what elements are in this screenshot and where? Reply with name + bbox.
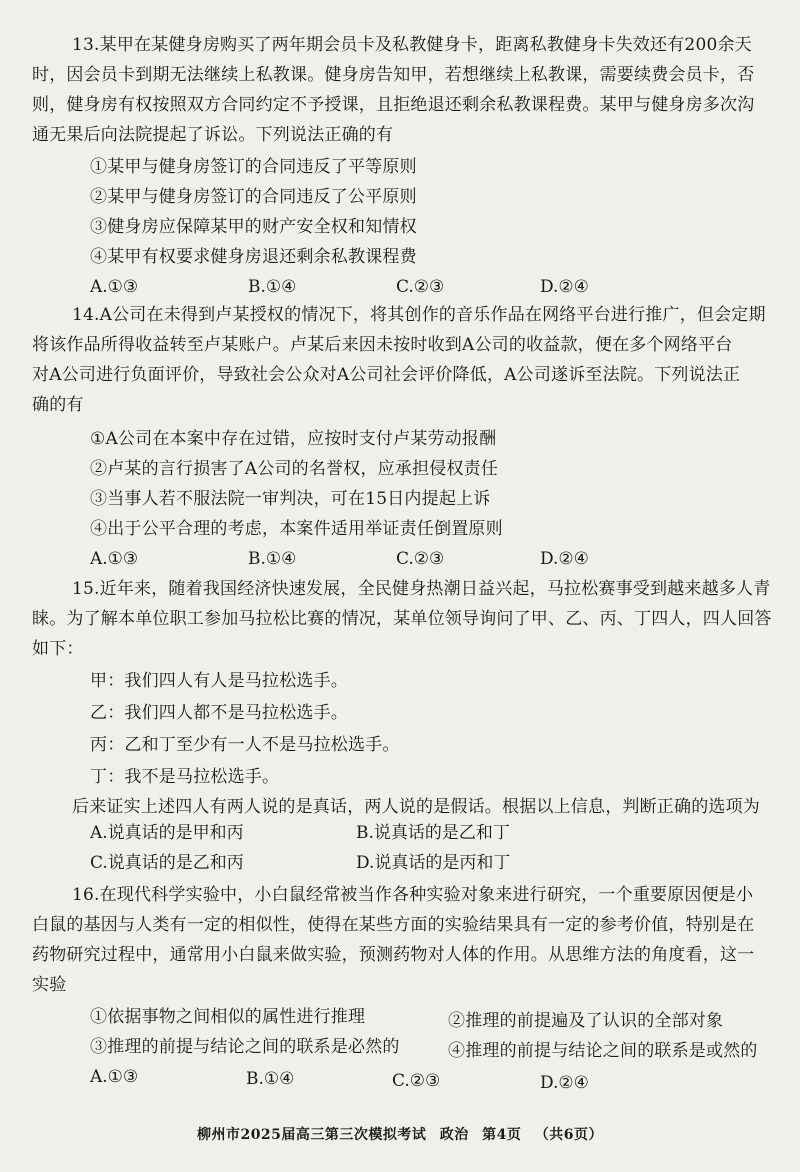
- q16-stem-line: 实验: [32, 975, 67, 995]
- q16-option: ④推理的前提与结论之间的联系是或然的: [448, 1041, 758, 1061]
- page-footer: [0, 1124, 800, 1144]
- footer-page-number: 第4页: [482, 1127, 522, 1143]
- footer-page-total: （共6页）: [534, 1127, 604, 1143]
- q16-stem-line: 白鼠的基因与人类有一定的相似性，使得在某些方面的实验结果具有一定的参考价值，特别是在: [32, 915, 755, 935]
- q14-option: ②卢某的言行损害了A公司的名誉权，应承担侵权责任: [90, 459, 499, 479]
- q15-conclusion: 后来证实上述四人有两人说的是真话，两人说的是假话。根据以上信息，判断正确的选项为: [72, 797, 760, 817]
- q14-stem-line: 对A公司进行负面评价，导致社会公众对A公司社会评价降低，A公司遂诉至法院。下列说法正: [32, 365, 741, 385]
- q14-option: ①A公司在本案中存在过错，应按时支付卢某劳动报酬: [90, 429, 497, 449]
- q14-stem-line: 14.A公司在未得到卢某授权的情况下，将其创作的音乐作品在网络平台进行推广，但会定期: [72, 305, 766, 325]
- q13-stem-line: 时，因会员卡到期无法继续上私教课。健身房告知甲，若想继续上私教课，需要续费会员卡，否: [32, 65, 755, 85]
- q14-choice-b: B.①④: [248, 549, 297, 569]
- q15-statement: 乙：我们四人都不是马拉松选手。: [90, 703, 348, 723]
- q16-choice-c: C.②③: [392, 1071, 441, 1091]
- q13-choice-b: B.①④: [248, 277, 297, 297]
- q14-option: ④出于公平合理的考虑，本案件适用举证责任倒置原则: [90, 519, 503, 539]
- q13-option: ①某甲与健身房签订的合同违反了平等原则: [90, 157, 417, 177]
- q13-choice-a: A.①③: [90, 277, 139, 297]
- q15-choice-c: C.说真话的是乙和丙: [90, 853, 244, 873]
- q14-choice-a: A.①③: [90, 549, 139, 569]
- footer-subject: 政治: [439, 1127, 469, 1143]
- q16-stem-line: 16.在现代科学实验中，小白鼠经常被当作各种实验对象来进行研究，一个重要原因便是小: [72, 885, 754, 905]
- q14-stem-line: 确的有: [32, 395, 84, 415]
- q14-choice-d: D.②④: [540, 549, 589, 569]
- footer-exam-title: 柳州市2025届高三第三次模拟考试: [196, 1127, 427, 1143]
- q16-choice-b: B.①④: [246, 1069, 295, 1089]
- q13-stem-line: 则，健身房有权按照双方合同约定不予授课，且拒绝退还剩余私教课程费。某甲与健身房多次沟: [32, 95, 755, 115]
- q13-choice-c: C.②③: [396, 277, 445, 297]
- q15-stem-line: 如下：: [32, 639, 84, 659]
- q16-stem-line: 药物研究过程中，通常用小白鼠来做实验，预测药物对人体的作用。从思维方法的角度看，这一: [32, 945, 755, 965]
- q13-option: ③健身房应保障某甲的财产安全权和知情权: [90, 217, 417, 237]
- q15-statement: 丙：乙和丁至少有一人不是马拉松选手。: [90, 735, 400, 755]
- q14-choice-c: C.②③: [396, 549, 445, 569]
- q13-stem-line: 13.某甲在某健身房购买了两年期会员卡及私教健身卡，距离私教健身卡失效还有200余天: [72, 35, 752, 55]
- q15-stem-line: 15.近年来，随着我国经济快速发展，全民健身热潮日益兴起，马拉松赛事受到越来越多人青: [72, 579, 771, 599]
- q16-choice-d: D.②④: [540, 1073, 589, 1093]
- q13-choice-d: D.②④: [540, 277, 589, 297]
- q15-stem-line: 睐。为了解本单位职工参加马拉松比赛的情况，某单位领导询问了甲、乙、丙、丁四人，四人回答: [32, 609, 772, 629]
- q16-option: ③推理的前提与结论之间的联系是必然的: [90, 1037, 400, 1057]
- q15-choice-a: A.说真话的是甲和丙: [90, 823, 244, 843]
- q14-stem-line: 将该作品所得收益转至卢某账户。卢某后来因未按时收到A公司的收益款，便在多个网络平台: [32, 335, 733, 355]
- q15-choice-d: D.说真话的是丙和丁: [356, 853, 511, 873]
- q15-choice-b: B.说真话的是乙和丁: [356, 823, 510, 843]
- q15-statement: 丁：我不是马拉松选手。: [90, 767, 280, 787]
- q14-option: ③当事人若不服法院一审判决，可在15日内提起上诉: [90, 489, 491, 509]
- q15-statement: 甲：我们四人有人是马拉松选手。: [90, 671, 348, 691]
- q16-option: ①依据事物之间相似的属性进行推理: [90, 1007, 366, 1027]
- q13-stem-line: 通无果后向法院提起了诉讼。下列说法正确的有: [32, 125, 394, 145]
- q13-option: ②某甲与健身房签订的合同违反了公平原则: [90, 187, 417, 207]
- q13-option: ④某甲有权要求健身房退还剩余私教课程费: [90, 247, 417, 267]
- q16-choice-a: A.①③: [90, 1067, 139, 1087]
- q16-option: ②推理的前提遍及了认识的全部对象: [448, 1011, 724, 1031]
